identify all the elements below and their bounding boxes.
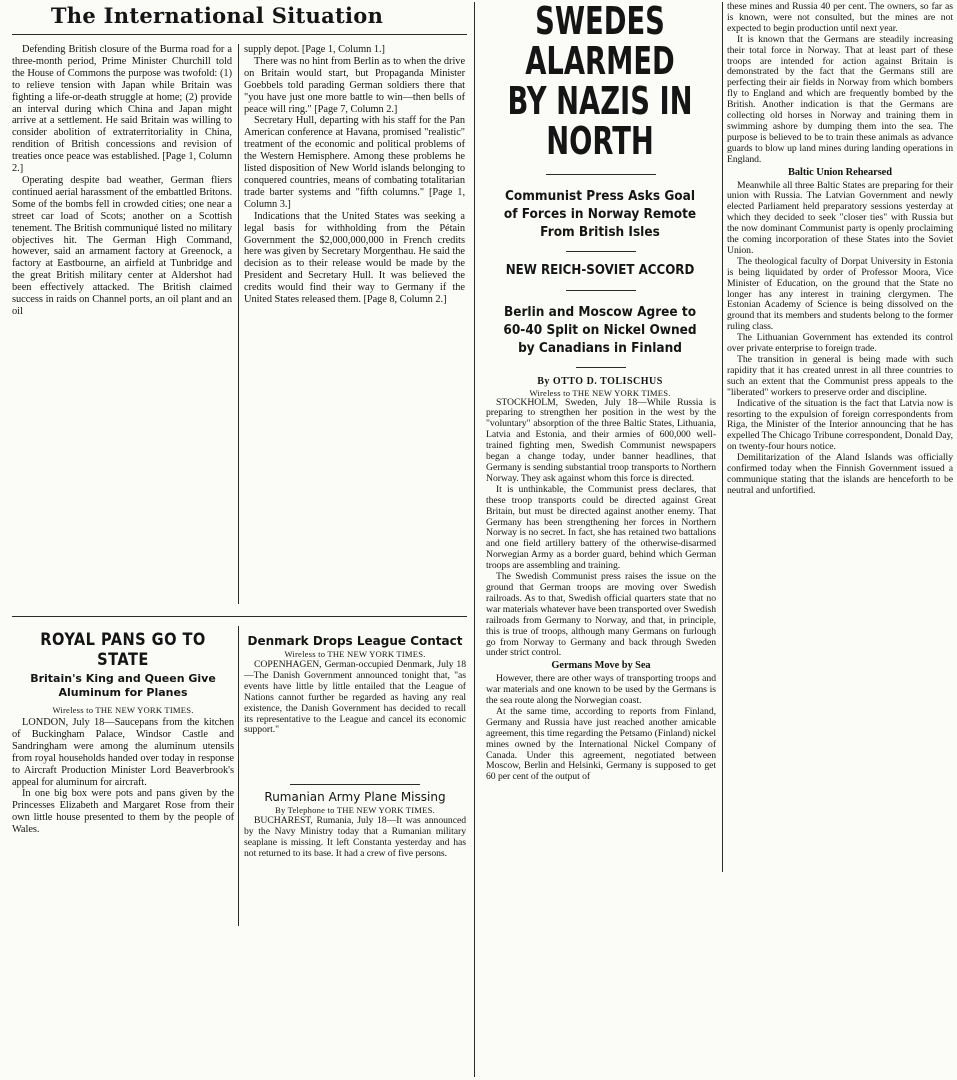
swedes-headline-line2: BY NAZIS IN NORTH bbox=[507, 78, 693, 163]
paragraph: Indications that the United States was seeking a legal basis for withholding from the Pétain Government the $2,000,000,000 in French credits here was given by Secretary Morgenthau. He said the decision as to their release would be made by the President and Secretary Hull. It was believed the credits would find their way to Germany if the United States released them. [Page 8, Column 2.] bbox=[244, 210, 465, 306]
swedes-subhead-baltic: Baltic Union Rehearsed bbox=[788, 166, 892, 178]
paragraph: Indicative of the situation is the fact that Latvia now is resorting to the expulsion of foreign correspondents from Riga, the Minister of the Interior announcing that he has expelled The Chicago Tribune correspondent, Donald Day, on twenty-four hours notice. bbox=[727, 397, 953, 453]
divider bbox=[576, 367, 626, 368]
paragraph: these mines and Russia 40 per cent. The owners, so far as is known, were not consulted, but the mines are not expected to begin production until next year. bbox=[727, 1, 953, 34]
rumania-story bbox=[244, 790, 466, 860]
column-rule bbox=[238, 626, 239, 926]
paragraph: It is unthinkable, the Communist press declares, that these troop transports could be directed against Great Britain, but must be directed against another enemy. That Germany has been strengthening her forces in Northern Norway is no secret. In fact, she has retained two battalions and one field artillery battery of the otherwise-disarmed Norwegian Army as a border guard, behind which German troops are assembling and training. bbox=[486, 483, 716, 572]
swedes-deck-1: Communist Press Asks Goal of Forces in Norway Remote From British Isles bbox=[503, 187, 697, 240]
intl-column-2 bbox=[244, 44, 465, 306]
paragraph: In one big box were pots and pans given by the Princesses Elizabeth and Margaret Rose from their own little house presented to them by the people of Wales. bbox=[12, 788, 234, 836]
paragraph: However, there are other ways of transporting troops and war materials and one known to be used by the Germans is the sea route along the Norwegian coast. bbox=[486, 673, 716, 707]
paragraph: Defending British closure of the Burma road for a three-month period, Prime Minister Churchill told the House of Commons the purpose was twofold: (1) to relieve tension with Japan while Britain was fighting a life-or-death struggle at home; (2) provide an interval during which China and Japan might arrive at a settlement. He said Britain was willing to consider abolition of extraterritoriality in China, rendition of British concessions and revision of treaties once peace was established. [Page 1, Column 2.] bbox=[12, 44, 232, 175]
column-rule bbox=[474, 2, 475, 1077]
swedes-subhead-sea: Germans Move by Sea bbox=[551, 660, 651, 672]
royal-story bbox=[12, 630, 234, 836]
swedes-deck-3: Berlin and Moscow Agree to 60-40 Split on Nickel Owned by Canadians in Finland bbox=[503, 303, 697, 356]
divider bbox=[566, 251, 636, 252]
paragraph: Operating despite bad weather, German fliers continued aerial harassment of the embattled Britons. Some of the bombs fell in crowded cities; one near a street car load of Scots; another on a Scottish tenement. The British communiqué listed no military objectives hit. The German High Command, however, said an armament factory at Greenock, a factory at Eastbourne, an airfield at Tunbridge and the great British military center at Aldershot had been effectively attacked. The British claimed success in raids on Channel ports, an oil plant and an oil bbox=[12, 174, 232, 317]
swedes-byline: By OTTO D. TOLISCHUS bbox=[537, 375, 663, 387]
rumania-headline: Rumanian Army Plane Missing bbox=[264, 790, 446, 804]
swedes-deck-2: NEW REICH-SOVIET ACCORD bbox=[505, 261, 695, 278]
swedes-headline-line1: SWEDES ALARMED bbox=[525, 0, 675, 83]
divider bbox=[12, 34, 467, 35]
divider bbox=[546, 174, 656, 175]
divider bbox=[566, 290, 636, 291]
paragraph: At the same time, according to reports from Finland, Germany and Russia have just reached another amicable agreement, this time regarding the Petsamo (Finland) nickel mines owned by the International Nickel Company of Canada. Under this agreement, negotiated between Moscow, Berlin and Helsinki, Germany is supposed to get 60 per cent of the output of bbox=[486, 705, 716, 783]
paragraph: The Swedish Communist press raises the issue on the ground that German troops are moving over Swedish railroads. As to that, Swedish official quarters state that no war materials whatever have been transported over Swedish railroads from Germany to Norway, and that, in principle, this is true of troops, although many Germans on furlough go from Norway to Germany and back through Sweden under strict control. bbox=[486, 571, 716, 659]
paragraph: supply depot. [Page 1, Column 1.] bbox=[244, 44, 385, 55]
paragraph: Meanwhile all three Baltic States are preparing for their union with Russia. The Latvian Government and newly elected Parliament held preparatory sessions yesterday at which they decided to seek "closer ties" with Russia but the now dominant Communist party is openly proclaiming the coming incorporation of these States into the Soviet Union. bbox=[727, 179, 953, 256]
royal-headline: ROYAL PANS GO TO STATE bbox=[40, 630, 206, 670]
paragraph: There was no hint from Berlin as to when the drive on Britain would start, but Propaganda Minister Goebbels told parading German soldiers there that "you have just one more battle to win—then bells of peace will ring." [Page 7, Column 2.] bbox=[244, 55, 465, 115]
divider bbox=[12, 616, 467, 617]
paragraph: The Lithuanian Government has extended its control over private enterprise to foreign trade. bbox=[727, 332, 953, 355]
rumania-credit: By Telephone to THE NEW YORK TIMES. bbox=[275, 805, 435, 815]
divider bbox=[290, 784, 420, 785]
column-rule bbox=[238, 44, 239, 604]
swedes-story bbox=[476, 2, 724, 783]
royal-subhead: Britain's King and Queen Give Aluminum for Planes bbox=[30, 672, 216, 699]
denmark-headline: Denmark Drops League Contact bbox=[247, 634, 463, 648]
paragraph: The theological faculty of Dorpat University in Estonia is being liquidated by order of Professor Moora, Vice Minister of Education, on the ground that the State no longer has any interest in training clergymen. The Estonian Academy of Science is being dissolved on the ground that its members and students belong to the former ruling class. bbox=[727, 255, 953, 333]
swedes-credit: Wireless to THE NEW YORK TIMES. bbox=[529, 387, 671, 398]
paragraph: The transition in general is being made with such rapidity that it has created unrest in all three countries to such an extent that the Communist press appeals to the "liberated" workers to preserve order and discipline. bbox=[727, 354, 953, 398]
paragraph: LONDON, July 18—Saucepans from the kitchen of Buckingham Palace, Windsor Castle and Sandringham were among the aluminum utensils from royal households handed over today in response to Aircraft Production Minister Lord Beaverbrook's appeal for aluminum for aircraft. bbox=[12, 717, 234, 788]
royal-credit: Wireless to THE NEW YORK TIMES. bbox=[52, 705, 194, 715]
paragraph: BUCHAREST, Rumania, July 18—It was announced by the Navy Ministry today that a Rumanian military seaplane is missing. It left Constanta yesterday and has not returned to its base. It had a crew of five persons. bbox=[244, 815, 466, 859]
paragraph: STOCKHOLM, Sweden, July 18—While Russia is preparing to strengthen her position in the west by the "voluntary" absorption of the three Baltic States, Lithuania, Latvia and Estonia, and their armies of 600,000 well-trained fighting men, Swedish Communist newspapers began a change today, under banner headlines, that Germany is sending substantial troop transports to Northern Norway. They ask against whom this force is directed. bbox=[486, 396, 716, 484]
paragraph: Secretary Hull, departing with his staff for the Pan American conference at Havana, promised "realistic" treatment of the economic and political problems of the Western Hemisphere. Among these problems he listed disposition of New World islands belonging to conquered countries, means of combating totalitarian trade barter systems and "fifth columns." [Page 1, Column 3.] bbox=[244, 115, 465, 210]
denmark-story bbox=[244, 634, 466, 736]
paragraph: Demilitarization of the Aland Islands was officially confirmed today when the Finnish Government issued a communique stating that the islands are henceforth to be neutral and unfortified. bbox=[727, 452, 953, 496]
swedes-column-b bbox=[727, 2, 953, 497]
paragraph: COPENHAGEN, German-occupied Denmark, July 18—The Danish Government announced tonight that, "as events have little by little entailed that the League of Nations cannot further be regarded as having any real existence, the Danish Government has decided to recall its representative to the League and cancel its economic support." bbox=[244, 659, 466, 736]
intl-column-1 bbox=[12, 44, 232, 318]
column-rule bbox=[722, 2, 723, 872]
paragraph: It is known that the Germans are steadily increasing their total force in Norway. That at least part of these troops are intended for action against Britain is demonstrated by the fact that the Germans still are perfecting their air fields in Norway from which bombers fly to England and which are frequently bombed by the British. Another indication is that the Germans are collecting old horses in Norway and training them in swimming ashore by dumping them into the sea. The purpose is believed to be to train these animals as advance guards to blow up land mines during landing operations in England. bbox=[727, 33, 953, 165]
denmark-credit: Wireless to THE NEW YORK TIMES. bbox=[284, 649, 426, 659]
intl-title: The International Situation bbox=[50, 3, 384, 28]
